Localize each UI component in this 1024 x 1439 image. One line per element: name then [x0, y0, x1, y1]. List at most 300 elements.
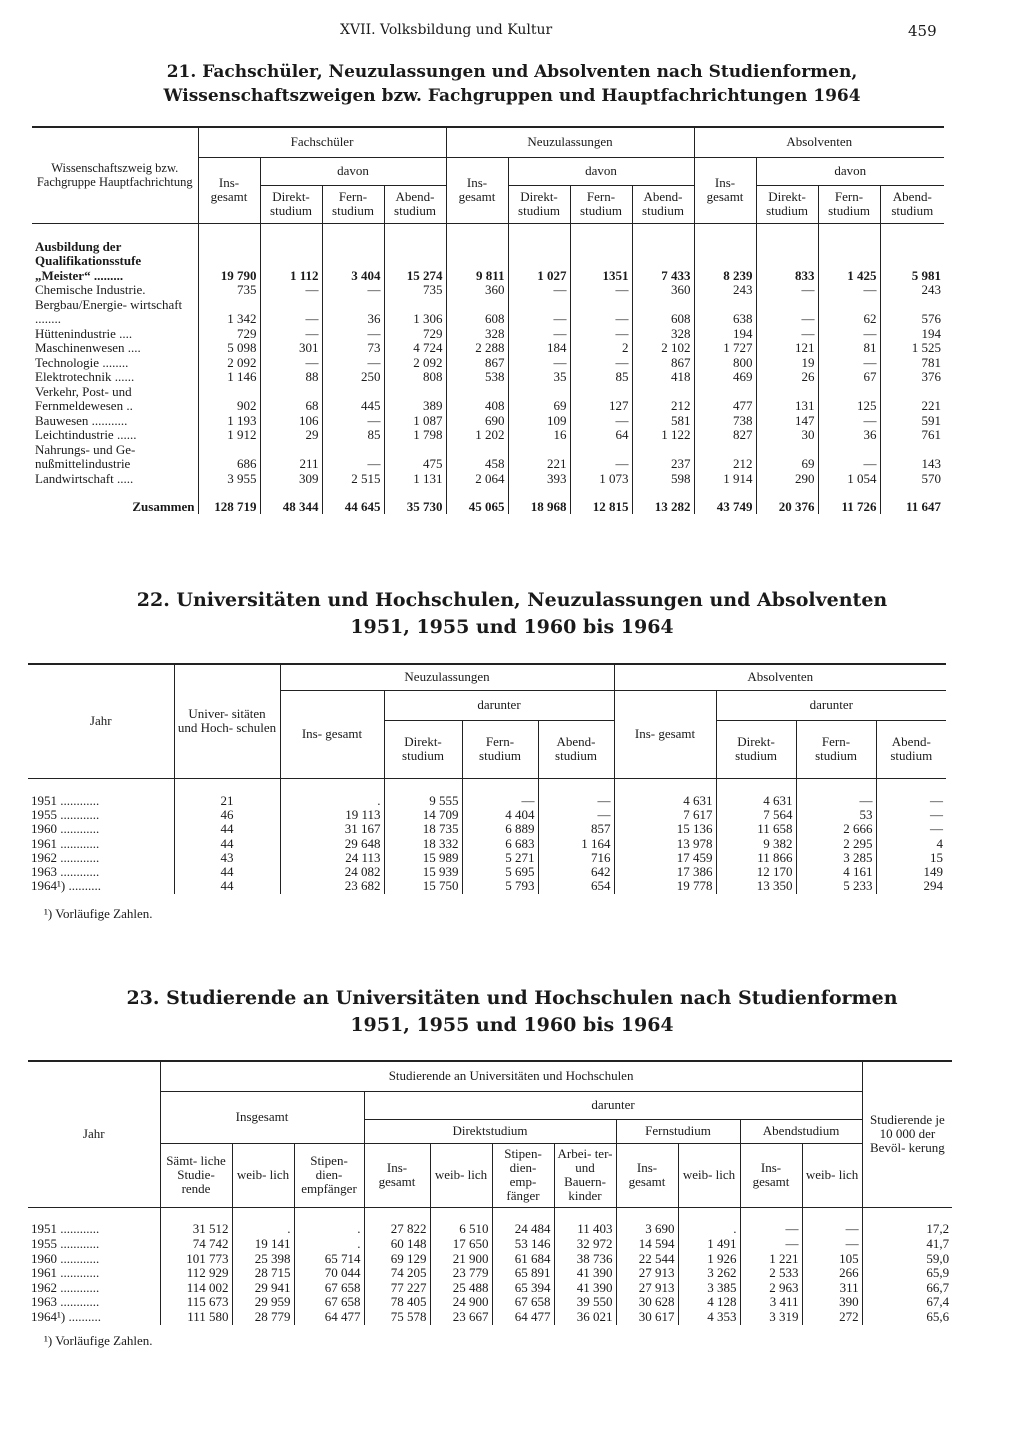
table-cell: 3 690: [616, 1207, 678, 1237]
table-cell: —: [756, 327, 818, 342]
table-cell: 6 683: [462, 837, 538, 851]
table23-subcol: Ins- gesamt: [616, 1143, 678, 1207]
table-cell: 29 648: [280, 837, 384, 851]
row-year: 1955 ............: [31, 1237, 100, 1251]
table-cell: 1 798: [384, 428, 446, 443]
table-cell: 25 398: [232, 1252, 294, 1267]
table-cell: —: [260, 283, 322, 298]
table21-col-direkt: Direkt- studium: [508, 185, 570, 223]
table21-col-fern: Fern- studium: [570, 185, 632, 223]
table-cell: 44: [174, 879, 280, 893]
table-cell: 5 695: [462, 865, 538, 879]
table-cell: 109: [508, 414, 570, 429]
row-label: Chemische Industrie.: [35, 283, 146, 297]
table-cell: 1351: [570, 223, 632, 283]
table23-subcol: Stipen- dien- empfänger: [294, 1143, 364, 1207]
table-row: [32, 414, 944, 429]
table-cell: 15 136: [614, 822, 716, 836]
table21-davon: davon: [756, 157, 944, 185]
table-cell: 17 459: [614, 851, 716, 865]
table-cell: 194: [694, 327, 756, 342]
table-cell: —: [508, 356, 570, 371]
table-cell: 867: [632, 356, 694, 371]
table22-footnote: ¹) Vorläufige Zahlen.: [44, 906, 153, 921]
table-cell: 266: [802, 1266, 862, 1281]
table-cell: —: [538, 808, 614, 822]
table-cell: 469: [694, 370, 756, 385]
table-cell: 17,2: [862, 1207, 952, 1237]
table22-col-abs-fern: Fern- studium: [796, 720, 876, 778]
table-cell: —: [508, 283, 570, 298]
table-cell: 60 148: [364, 1237, 430, 1252]
row-year: 1963 ............: [31, 1295, 100, 1310]
table-row: [28, 1281, 952, 1296]
row-label: Bergbau/Energie- wirtschaft ........: [35, 297, 183, 326]
table-cell: 35 730: [384, 486, 446, 514]
table-cell: 31 512: [160, 1207, 232, 1237]
table22-col-jahr: Jahr: [28, 664, 174, 778]
page-number: 459: [908, 22, 937, 40]
table22-col-neu-direkt: Direkt- studium: [384, 720, 462, 778]
table21-col-abend: Abend- studium: [880, 185, 944, 223]
table-cell: —: [570, 298, 632, 327]
table-cell: 642: [538, 865, 614, 879]
table-cell: 4 631: [614, 778, 716, 808]
table-cell: 121: [756, 341, 818, 356]
table-cell: 64: [570, 428, 632, 443]
table23-title-line2: 1951, 1955 und 1960 bis 1964: [350, 1014, 674, 1036]
table-cell: 13 978: [614, 837, 716, 851]
table-cell: .: [294, 1207, 364, 1237]
table-cell: 24 082: [280, 865, 384, 879]
table-cell: 393: [508, 472, 570, 487]
table-cell: —: [322, 443, 384, 472]
table-cell: 77 227: [364, 1281, 430, 1296]
table-cell: 88: [260, 370, 322, 385]
table21-col-fern: Fern- studium: [818, 185, 880, 223]
table-cell: 85: [570, 370, 632, 385]
table21-davon: davon: [260, 157, 446, 185]
table-cell: 14 594: [616, 1237, 678, 1252]
table-cell: 65,9: [862, 1266, 952, 1281]
table-cell: 9 811: [446, 223, 508, 283]
table-cell: —: [876, 808, 946, 822]
table-cell: 475: [384, 443, 446, 472]
table-cell: —: [322, 327, 384, 342]
table-cell: 1 914: [694, 472, 756, 487]
table-cell: 212: [632, 385, 694, 414]
table-cell: 30: [756, 428, 818, 443]
row-year: 1962 ............: [31, 850, 100, 865]
table-cell: 729: [198, 327, 260, 342]
row-label: Technologie ........: [35, 355, 129, 370]
table-cell: 221: [508, 443, 570, 472]
table21-col-direkt: Direkt- studium: [260, 185, 322, 223]
table-cell: 243: [694, 283, 756, 298]
table-cell: 4 404: [462, 808, 538, 822]
table-cell: —: [740, 1207, 802, 1237]
table-cell: 24 484: [492, 1207, 554, 1237]
table-cell: 23 667: [430, 1310, 492, 1325]
table-cell: 19 141: [232, 1237, 294, 1252]
table-cell: 5 271: [462, 851, 538, 865]
table-cell: 11 658: [716, 822, 796, 836]
table-cell: 598: [632, 472, 694, 487]
table-cell: 1 306: [384, 298, 446, 327]
table-cell: 1 342: [198, 298, 260, 327]
table-cell: 143: [880, 443, 944, 472]
table-cell: 3 319: [740, 1310, 802, 1325]
table22-abs-darunter: darunter: [716, 690, 946, 720]
table-cell: —: [876, 822, 946, 836]
table-row: [28, 1252, 952, 1267]
table-cell: —: [322, 414, 384, 429]
table22: [28, 663, 946, 894]
table23-subcol: Arbei- ter- und Bauern- kinder: [554, 1143, 616, 1207]
table-cell: 85: [322, 428, 384, 443]
table-cell: 445: [322, 385, 384, 414]
row-year: 1963 ............: [31, 865, 100, 880]
table-cell: 250: [322, 370, 384, 385]
table-cell: 46: [174, 808, 280, 822]
table-cell: 18 968: [508, 486, 570, 514]
row-label: Elektrotechnik ......: [35, 370, 135, 384]
table-cell: 15 989: [384, 851, 462, 865]
table-cell: 67 658: [294, 1281, 364, 1296]
table21-col-abend: Abend- studium: [384, 185, 446, 223]
table-cell: 857: [538, 822, 614, 836]
table-row: [28, 837, 946, 851]
table23-title-line1: 23. Studierende an Universitäten und Hochschulen nach Studienformen: [126, 987, 898, 1009]
table-cell: 1 221: [740, 1252, 802, 1267]
row-year: 1962 ............: [31, 1280, 100, 1295]
table-cell: 729: [384, 327, 446, 342]
table-cell: 4 161: [796, 865, 876, 879]
table-total-row: [32, 486, 944, 514]
table23-title: [0, 985, 1024, 1039]
table-cell: 7 564: [716, 808, 796, 822]
table-cell: 272: [802, 1310, 862, 1325]
row-year: 1955 ............: [31, 808, 100, 822]
table-cell: 376: [880, 370, 944, 385]
table-cell: 112 929: [160, 1266, 232, 1281]
table-row: [28, 1310, 952, 1325]
table22-col-neu-insgesamt: Ins- gesamt: [280, 690, 384, 778]
table-cell: 39 550: [554, 1295, 616, 1310]
row-year: 1951 ............: [31, 792, 100, 808]
table21-col-direkt: Direkt- studium: [756, 185, 818, 223]
table-cell: 75 578: [364, 1310, 430, 1325]
table-cell: 211: [260, 443, 322, 472]
table-cell: 2 064: [446, 472, 508, 487]
table22-col-neu-abend: Abend- studium: [538, 720, 614, 778]
table-cell: 38 736: [554, 1252, 616, 1267]
table-cell: 30 628: [616, 1295, 678, 1310]
table-cell: 131: [756, 385, 818, 414]
table-cell: 61 684: [492, 1252, 554, 1267]
table23-group-fern: Fernstudium: [616, 1119, 740, 1143]
table-cell: 458: [446, 443, 508, 472]
table-cell: 827: [694, 428, 756, 443]
table22-col-abs-insgesamt: Ins- gesamt: [614, 690, 716, 778]
table-cell: 2 102: [632, 341, 694, 356]
table21-title-line2: Wissenschaftszweigen bzw. Fachgruppen und Hauptfachrichtungen 1964: [163, 86, 861, 106]
table-cell: 1 525: [880, 341, 944, 356]
table-cell: .: [678, 1207, 740, 1237]
table-cell: 735: [384, 283, 446, 298]
row-label: Bauwesen ...........: [35, 413, 128, 428]
table-cell: 147: [756, 414, 818, 429]
table-cell: 11 403: [554, 1207, 616, 1237]
row-label: Nahrungs- und Ge- nußmittelindustrie: [35, 442, 136, 471]
table-cell: 44: [174, 865, 280, 879]
table-cell: 32 972: [554, 1237, 616, 1252]
table-cell: 114 002: [160, 1281, 232, 1296]
table-cell: 115 673: [160, 1295, 232, 1310]
table-row: [32, 385, 944, 414]
table-cell: 43: [174, 851, 280, 865]
table23-subcol: Ins- gesamt: [740, 1143, 802, 1207]
table-cell: 867: [446, 356, 508, 371]
table-cell: —: [818, 327, 880, 342]
table-row: [32, 283, 944, 298]
table-cell: 8 239: [694, 223, 756, 283]
table-cell: 74 205: [364, 1266, 430, 1281]
table-cell: 608: [632, 298, 694, 327]
table-cell: 64 477: [492, 1310, 554, 1325]
table-cell: 3 385: [678, 1281, 740, 1296]
table-cell: —: [322, 356, 384, 371]
table-cell: 7 617: [614, 808, 716, 822]
table-cell: 690: [446, 414, 508, 429]
table-cell: 14 709: [384, 808, 462, 822]
row-label: Leichtindustrie ......: [35, 428, 137, 442]
table-row: [28, 822, 946, 836]
table-cell: 65,6: [862, 1310, 952, 1325]
table-cell: 581: [632, 414, 694, 429]
table-cell: —: [570, 356, 632, 371]
table-cell: 26: [756, 370, 818, 385]
table-cell: —: [756, 298, 818, 327]
table-cell: 309: [260, 472, 322, 487]
table-cell: 311: [802, 1281, 862, 1296]
table-cell: 62: [818, 298, 880, 327]
table23-group-darunter: darunter: [364, 1091, 862, 1119]
table-cell: —: [260, 327, 322, 342]
table-cell: 3 404: [322, 223, 384, 283]
table-cell: 111 580: [160, 1310, 232, 1325]
table-cell: 101 773: [160, 1252, 232, 1267]
table-cell: 4 724: [384, 341, 446, 356]
table-cell: 808: [384, 370, 446, 385]
table22-group-absolventen: Absolventen: [614, 664, 946, 690]
row-label: Zusammen: [132, 498, 195, 514]
table-cell: 800: [694, 356, 756, 371]
table-cell: —: [818, 356, 880, 371]
table-cell: 25 488: [430, 1281, 492, 1296]
table22-title: [0, 587, 1024, 641]
table-cell: 48 344: [260, 486, 322, 514]
table-cell: .: [294, 1237, 364, 1252]
table-cell: 36: [322, 298, 384, 327]
table-cell: 1 193: [198, 414, 260, 429]
table-cell: 13 282: [632, 486, 694, 514]
table21-stub-header: Wissenschaftszweig bzw. Fachgruppe Hauptfachrichtung: [32, 127, 198, 223]
table21-group-fachschueler: Fachschüler: [198, 127, 446, 157]
row-year: 1964¹) ..........: [31, 1309, 101, 1324]
table-cell: 608: [446, 298, 508, 327]
table-cell: 21 900: [430, 1252, 492, 1267]
table22-neu-darunter: darunter: [384, 690, 614, 720]
table21-title-line1: 21. Fachschüler, Neuzulassungen und Absolventen nach Studienformen,: [166, 62, 858, 82]
table-cell: 1 926: [678, 1252, 740, 1267]
table-cell: 328: [632, 327, 694, 342]
table-row: [28, 1295, 952, 1310]
table-cell: 9 382: [716, 837, 796, 851]
table-cell: 19 113: [280, 808, 384, 822]
table-cell: 15 274: [384, 223, 446, 283]
table21-col-insgesamt: Ins- gesamt: [446, 157, 508, 223]
table-cell: 23 682: [280, 879, 384, 893]
table22-title-line2: 1951, 1955 und 1960 bis 1964: [350, 616, 674, 638]
table-cell: 30 617: [616, 1310, 678, 1325]
table-cell: 184: [508, 341, 570, 356]
table-cell: 290: [756, 472, 818, 487]
table-cell: 44: [174, 837, 280, 851]
table-cell: 11 726: [818, 486, 880, 514]
table-cell: 53: [796, 808, 876, 822]
table21-title: [0, 60, 1024, 108]
table22-col-abs-abend: Abend- studium: [876, 720, 946, 778]
row-year: 1960 ............: [31, 1251, 100, 1266]
table-cell: 2 666: [796, 822, 876, 836]
row-label: Hüttenindustrie ....: [35, 326, 133, 341]
table-cell: 65 714: [294, 1252, 364, 1267]
table23-subcol: Ins- gesamt: [364, 1143, 430, 1207]
table-cell: 360: [446, 283, 508, 298]
table22-group-neuzulassungen: Neuzulassungen: [280, 664, 614, 690]
table-cell: —: [802, 1207, 862, 1237]
table-cell: 43 749: [694, 486, 756, 514]
table-cell: 301: [260, 341, 322, 356]
table-cell: 21: [174, 778, 280, 808]
table-cell: —: [818, 414, 880, 429]
table-cell: 23 779: [430, 1266, 492, 1281]
table-row: [28, 1237, 952, 1252]
table22-col-uni: Univer- sitäten und Hoch- schulen: [174, 664, 280, 778]
table-cell: 17 650: [430, 1237, 492, 1252]
table-row: [28, 851, 946, 865]
table21: [32, 126, 944, 514]
row-year: 1961 ............: [31, 836, 100, 851]
table-cell: 41,7: [862, 1237, 952, 1252]
row-year: 1951 ............: [31, 1221, 100, 1237]
table-cell: 81: [818, 341, 880, 356]
table-cell: 1 425: [818, 223, 880, 283]
table-cell: 570: [880, 472, 944, 487]
table-cell: 74 742: [160, 1237, 232, 1252]
table-cell: 1 122: [632, 428, 694, 443]
table-cell: 44 645: [322, 486, 384, 514]
table-row: [32, 223, 944, 283]
table-cell: 2 288: [446, 341, 508, 356]
table-cell: 45 065: [446, 486, 508, 514]
table-cell: 13 350: [716, 879, 796, 893]
table-cell: 2 295: [796, 837, 876, 851]
table-cell: 5 233: [796, 879, 876, 893]
table-cell: 638: [694, 298, 756, 327]
table-cell: —: [796, 778, 876, 808]
table-cell: 29 941: [232, 1281, 294, 1296]
table23-subcol: weib- lich: [802, 1143, 862, 1207]
table-cell: —: [818, 443, 880, 472]
table-cell: —: [570, 414, 632, 429]
running-head: XVII. Volksbildung und Kultur: [340, 22, 553, 38]
table-cell: 194: [880, 327, 944, 342]
table-row: [32, 428, 944, 443]
table23-group-insgesamt: Insgesamt: [160, 1091, 364, 1143]
table-cell: 41 390: [554, 1281, 616, 1296]
table-cell: 3 411: [740, 1295, 802, 1310]
table-cell: 1 073: [570, 472, 632, 487]
table23-footnote: ¹) Vorläufige Zahlen.: [44, 1333, 153, 1348]
table-cell: .: [280, 778, 384, 808]
table-cell: —: [818, 283, 880, 298]
table-cell: 41 390: [554, 1266, 616, 1281]
table-row: [28, 1266, 952, 1281]
table-cell: —: [260, 298, 322, 327]
table23-subcol: Sämt- liche Studie- rende: [160, 1143, 232, 1207]
row-year: 1961 ............: [31, 1266, 100, 1281]
table-cell: —: [570, 283, 632, 298]
table-cell: 686: [198, 443, 260, 472]
table-cell: —: [322, 283, 384, 298]
table-cell: 64 477: [294, 1310, 364, 1325]
table-cell: 902: [198, 385, 260, 414]
table-cell: 1 491: [678, 1237, 740, 1252]
table-cell: 35: [508, 370, 570, 385]
table-cell: 390: [802, 1295, 862, 1310]
table-cell: 17 386: [614, 865, 716, 879]
table-cell: 1 112: [260, 223, 322, 283]
table-cell: —: [570, 443, 632, 472]
table21-davon: davon: [508, 157, 694, 185]
table-cell: 2: [570, 341, 632, 356]
table23-col-per10000: Studierende je 10 000 der Bevöl- kerung: [862, 1061, 952, 1207]
table-cell: 18 735: [384, 822, 462, 836]
table-cell: —: [508, 327, 570, 342]
table-cell: 389: [384, 385, 446, 414]
table-cell: 22 544: [616, 1252, 678, 1267]
table-row: [32, 341, 944, 356]
table23-subcol: weib- lich: [232, 1143, 294, 1207]
table-cell: 654: [538, 879, 614, 893]
table-cell: 106: [260, 414, 322, 429]
table-cell: 149: [876, 865, 946, 879]
table-cell: 1 027: [508, 223, 570, 283]
table-cell: 69: [756, 443, 818, 472]
table-cell: 360: [632, 283, 694, 298]
table-cell: 18 332: [384, 837, 462, 851]
table-row: [28, 1207, 952, 1237]
table-cell: 3 285: [796, 851, 876, 865]
table-cell: —: [802, 1237, 862, 1252]
table-cell: 27 822: [364, 1207, 430, 1237]
table-cell: 65 394: [492, 1281, 554, 1296]
table-cell: —: [876, 778, 946, 808]
table-row: [28, 879, 946, 893]
table-cell: 70 044: [294, 1266, 364, 1281]
